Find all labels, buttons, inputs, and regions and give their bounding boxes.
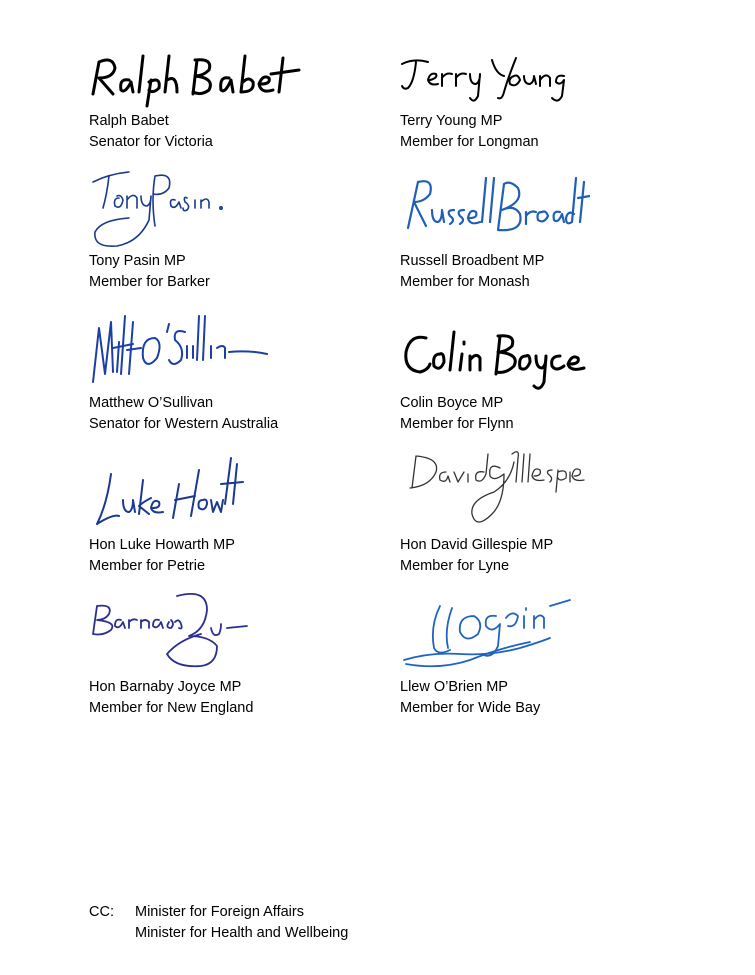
signatory-name: Terry Young MP: [400, 113, 503, 129]
signatory-colin-boyce: [400, 302, 700, 432]
signatory-name: Ralph Babet: [89, 113, 169, 129]
signatory-title: Member for New England: [89, 700, 254, 716]
signatory-caption: [89, 535, 235, 577]
signatory-barnaby-joyce: [89, 586, 389, 716]
signatory-title: Member for Flynn: [400, 416, 514, 432]
cc-label: CC:: [89, 904, 114, 920]
signature-tony-pasin: [89, 160, 239, 252]
signature-terry-young: [400, 48, 580, 118]
signatory-matthew-osullivan: [89, 302, 389, 432]
cc-recipient: Minister for Foreign Affairs: [135, 904, 304, 920]
signatory-caption: [89, 111, 213, 153]
signature-luke-howarth: [89, 444, 249, 534]
signatory-title: Member for Wide Bay: [400, 700, 541, 716]
signature-ralph-babet: [89, 48, 309, 118]
cc-recipient-list: [135, 902, 348, 944]
signatory-name: Matthew O’Sullivan: [89, 395, 214, 411]
signatory-caption: [400, 111, 539, 153]
signatory-name: Hon Luke Howarth MP: [89, 537, 235, 553]
signatory-title: Senator for Western Australia: [89, 416, 279, 432]
signatory-title: Member for Longman: [400, 134, 539, 150]
signatory-luke-howarth: [89, 444, 389, 574]
signature-russell-broadbent: [400, 168, 590, 258]
signature-llew-obrien: [400, 586, 580, 676]
signature-david-gillespie: [400, 442, 590, 534]
cc-recipient: Minister for Health and Wellbeing: [135, 925, 349, 941]
signatory-title: Member for Petrie: [89, 558, 206, 574]
signatory-name: Colin Boyce MP: [400, 395, 504, 411]
signatory-caption: [89, 393, 278, 435]
signature-barnaby-joyce: [89, 584, 259, 676]
signatory-terry-young: [400, 40, 700, 155]
signatory-llew-obrien: [400, 586, 700, 716]
signatory-caption: [400, 393, 514, 435]
signatory-russell-broadbent: [400, 160, 700, 290]
signatory-caption: [400, 251, 544, 293]
signatory-david-gillespie: [400, 444, 700, 574]
signatory-name: Llew O’Brien MP: [400, 679, 508, 695]
signature-matthew-osullivan: [89, 302, 279, 392]
signatory-name: Russell Broadbent MP: [400, 253, 545, 269]
signatory-caption: [400, 535, 553, 577]
signatory-title: Senator for Victoria: [89, 134, 213, 150]
signatory-name: Hon David Gillespie MP: [400, 537, 554, 553]
signatory-title: Member for Lyne: [400, 558, 510, 574]
signatory-caption: [89, 251, 210, 293]
signatory-caption: [89, 677, 253, 719]
signatory-name: Hon Barnaby Joyce MP: [89, 679, 242, 695]
signatory-tony-pasin: [89, 160, 389, 290]
signatory-title: Member for Barker: [89, 274, 210, 290]
signatory-ralph-babet: [89, 40, 389, 155]
signatory-caption: [400, 677, 540, 719]
signatory-title: Member for Monash: [400, 274, 530, 290]
signatory-name: Tony Pasin MP: [89, 253, 186, 269]
